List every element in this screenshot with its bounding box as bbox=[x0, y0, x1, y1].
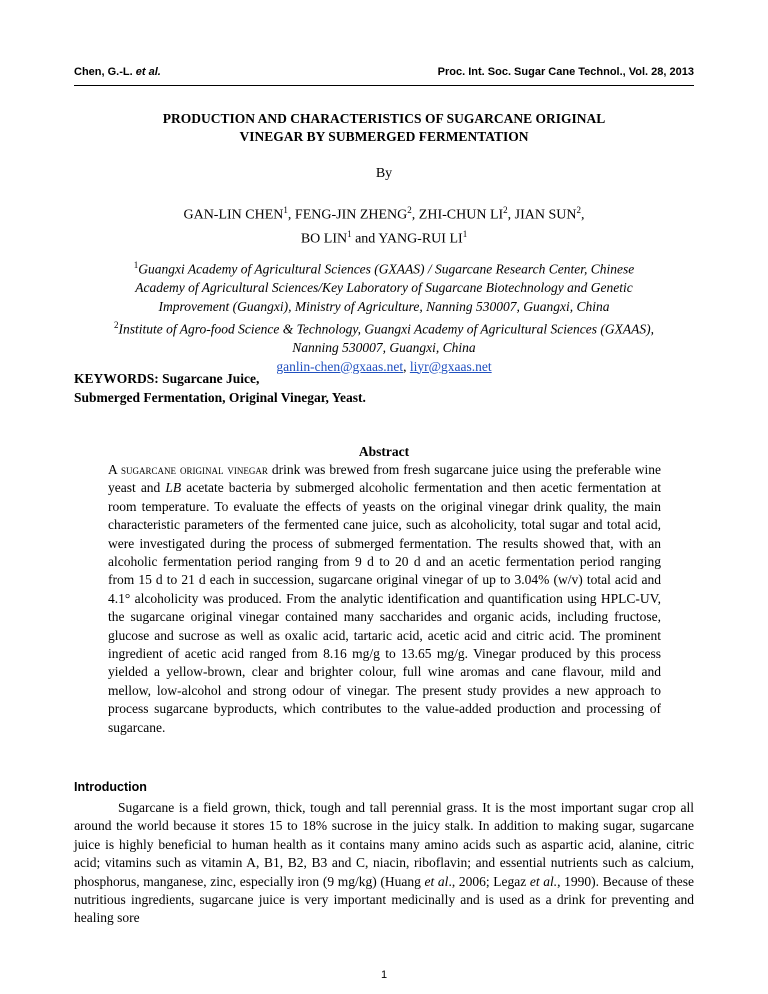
intro-text: Sugarcane is a field grown, thick, tough and tall perennial grass. It is the most important sugar crop all around the world because it stores 15 to 18% sucrose in the juicy stalk. In addition to making sugar, sugarcane juice is highly beneficial to human health as it contains many amino acids such as aspartic acid, alanine, citric acid; vitamins such as vitamin A, B1, B2, B3 and C, niacin, riboflavin; and essential nutrients such as calcium, phosphorus, manganese, zinc, especially iron (9 mg/kg) (Huang bbox=[74, 800, 694, 889]
affil-text: Institute of Agro-food Science & Technology, Guangxi Academy of Agricultural Sciences (GXAAS), bbox=[118, 321, 655, 337]
author-separator: , bbox=[581, 207, 585, 223]
title-line-1: PRODUCTION AND CHARACTERISTICS OF SUGARCANE ORIGINAL bbox=[162, 111, 606, 126]
author-separator: , bbox=[507, 207, 515, 223]
keywords bbox=[74, 370, 694, 407]
introduction-heading: Introduction bbox=[74, 780, 147, 794]
abstract-italic-lb: LB bbox=[165, 480, 182, 496]
author-name: JIAN SUN bbox=[514, 207, 577, 223]
running-header bbox=[74, 66, 694, 84]
affiliation-1-line-3: Improvement (Guangxi), Ministry of Agriculture, Nanning 530007, Guangxi, China bbox=[158, 298, 610, 314]
affiliation-2-line-1 bbox=[70, 316, 698, 339]
affil-sup: 1 bbox=[133, 260, 139, 270]
affil-sup: 2 bbox=[113, 320, 119, 330]
affiliation-2-line-2: Nanning 530007, Guangxi, China bbox=[292, 340, 476, 355]
author-affil-sup: 1 bbox=[462, 228, 468, 239]
email-separator: , bbox=[403, 358, 410, 374]
header-rule bbox=[74, 85, 694, 86]
introduction-body bbox=[74, 799, 694, 928]
page-number: 1 bbox=[380, 969, 388, 981]
author-affil-sup: 2 bbox=[407, 205, 412, 215]
author-name: YANG-RUI LI bbox=[378, 231, 463, 247]
header-journal: Proc. Int. Soc. Sugar Cane Technol., Vol. 28, 2013 bbox=[437, 66, 694, 78]
author-separator: , bbox=[411, 207, 419, 223]
abstract-heading: Abstract bbox=[358, 444, 410, 459]
intro-text: , 1990). Because of these nutritious ingredients, sugarcane juice is very important medicinally and is used as a drink for preventing and healing sore bbox=[74, 873, 694, 926]
email-link-1[interactable]: ganlin-chen@gxaas.net bbox=[276, 358, 404, 374]
affil-text: Guangxi Academy of Agricultural Sciences (GXAAS) / Sugarcane Research Center, Chinese bbox=[138, 261, 635, 277]
keywords-line-1: KEYWORDS: Sugarcane Juice, bbox=[74, 371, 260, 386]
author-affil-sup: 1 bbox=[283, 205, 288, 215]
author-affil-sup: 1 bbox=[347, 228, 352, 239]
author-line-1 bbox=[74, 201, 694, 225]
abstract-text: drink was brewed from fresh sugarcane juice using the preferable wine yeast and bbox=[108, 462, 661, 496]
intro-italic: et al. bbox=[529, 873, 558, 889]
author-name: BO LIN bbox=[300, 231, 348, 247]
author-name: ZHI-CHUN LI bbox=[418, 207, 504, 223]
author-name: GAN-LIN CHEN bbox=[183, 207, 284, 223]
title-line-2: VINEGAR BY SUBMERGED FERMENTATION bbox=[239, 129, 529, 144]
abstract-lead-smallcaps: sugarcane original vinegar bbox=[120, 462, 268, 477]
by-label: By bbox=[375, 166, 393, 181]
abstract-text: acetate bacteria by submerged alcoholic fermentation and then acetic fermentation at room temperature. To evaluate the effects of yeasts on the original vinegar drink quality, the main characteristic parameters of the fermented cane juice, such as alcoholicity, total sugar and total acid, were investigated during the process of submerged fermentation. The results showed that, with an alcoholic fermentation period ranging from 9 d to 20 d and an acetic fermentation period ranging from 15 d to 21 d each in succession, sugarcane original vinegar of up to 3.04% (w/v) total acid and 4.1° alcoholicity was produced. From the analytic identification and quantification using HPLC-UV, the sugarcane original vinegar contained many saccharides and organic acids, including fructose, glucose and sucrose as well as oxalic acid, tartaric acid, acetic acid and citric acid. The prominent ingredient of acetic acid ranged from 8.16 mg/g to 13.65 mg/g. Vinegar produced by this process yielded a yellow-brown, clear and brighter colour, full wine aromas and cane flavour, mild and mellow, low-alcohol and strong odour of vinegar. The present study provides a new approach to process sugarcane byproducts, which contributes to the value-added production and processing of sugarcane. bbox=[108, 480, 662, 735]
abstract-body bbox=[108, 461, 661, 737]
paper-title bbox=[74, 110, 694, 146]
affiliation-1-line-1 bbox=[70, 256, 698, 279]
author-affil-sup: 2 bbox=[503, 205, 508, 215]
header-author: Chen, G.-L. et al. bbox=[74, 66, 161, 78]
intro-paragraph bbox=[74, 799, 694, 928]
keywords-line-2: Submerged Fermentation, Original Vinegar, Yeast. bbox=[74, 389, 366, 405]
intro-italic: et al bbox=[424, 873, 449, 889]
author-name: FENG-JIN ZHENG bbox=[294, 207, 408, 223]
abstract-lead-cap: A bbox=[108, 462, 121, 477]
affiliation-1-line-2: Academy of Agricultural Sciences/Key Laboratory of Sugarcane Biotechnology and Genetic bbox=[135, 280, 633, 295]
author-separator: , bbox=[287, 207, 295, 223]
author-affil-sup: 2 bbox=[576, 205, 582, 215]
author-line-2 bbox=[74, 225, 694, 249]
author-separator: and bbox=[351, 231, 379, 247]
intro-text: ., 2006; Legaz bbox=[448, 873, 530, 889]
affiliations bbox=[70, 256, 698, 376]
email-link-2[interactable]: liyr@gxaas.net bbox=[409, 358, 492, 374]
author-list bbox=[74, 201, 694, 248]
